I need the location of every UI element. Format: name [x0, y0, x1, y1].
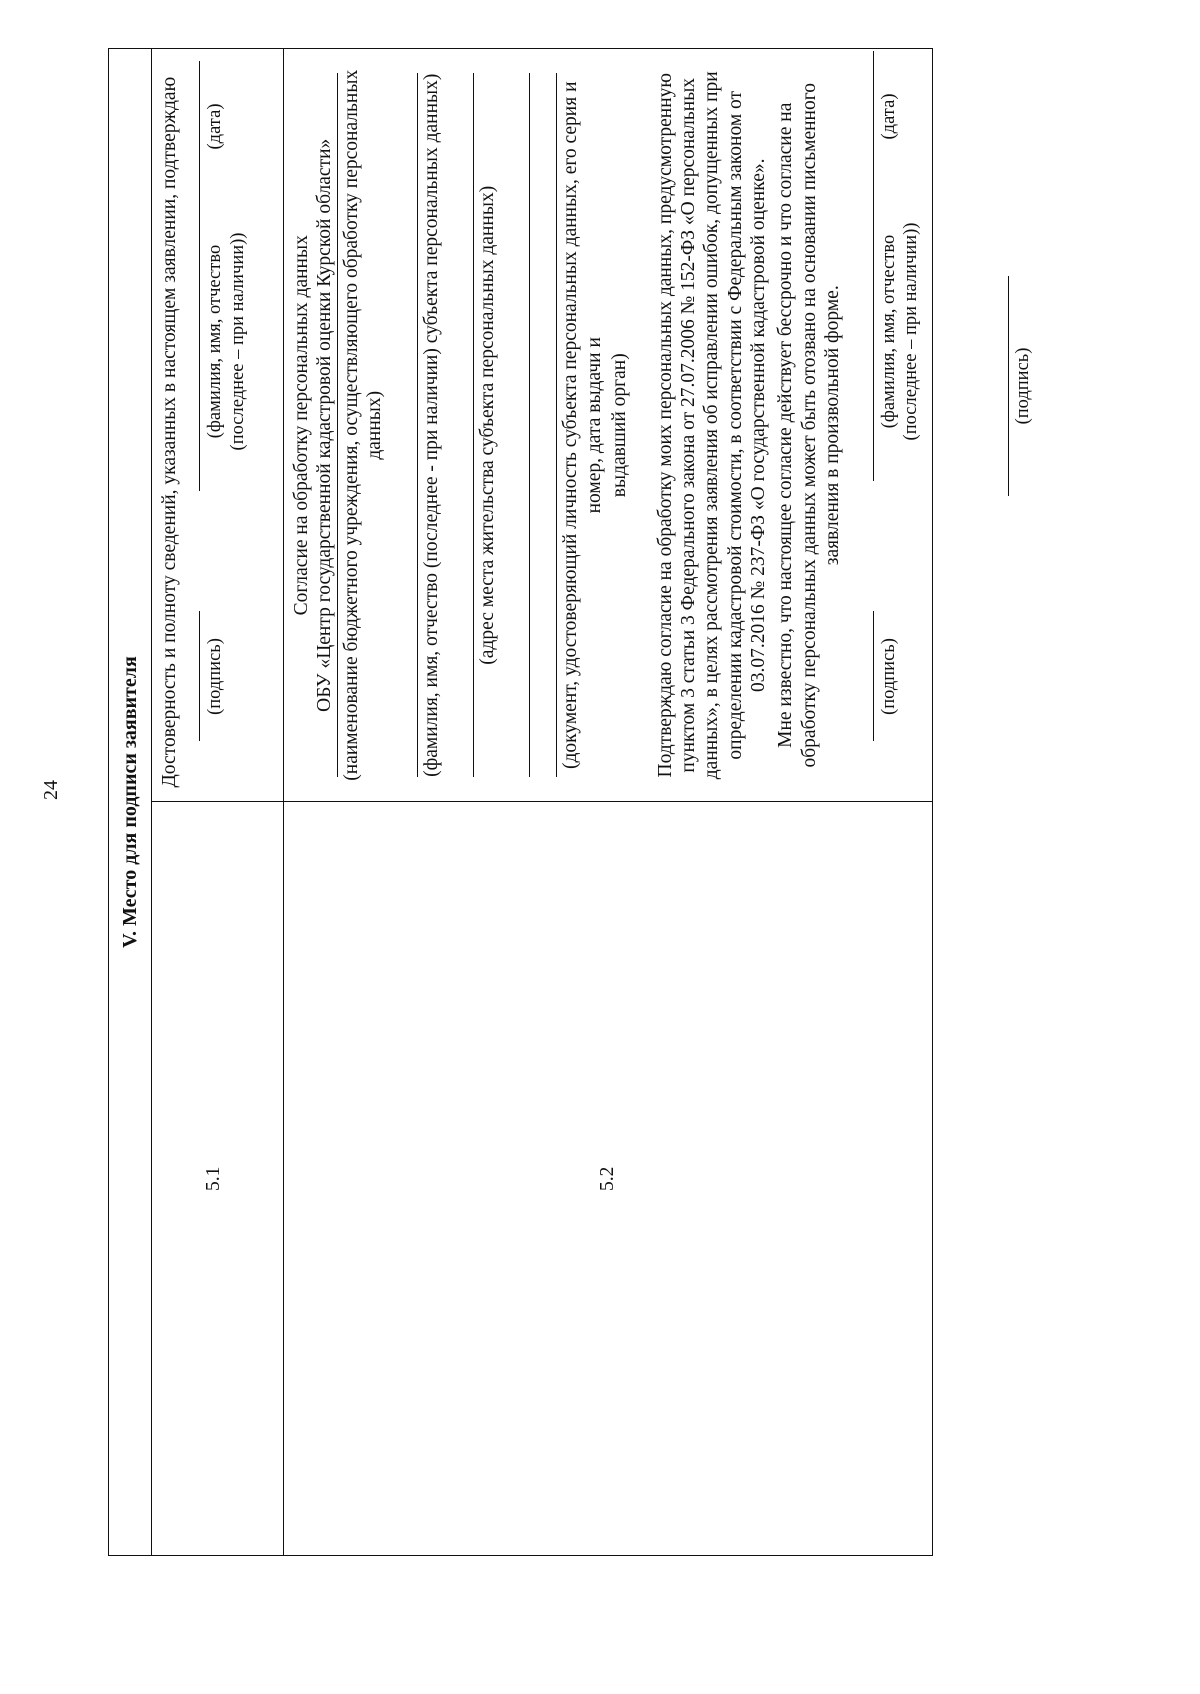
consent-paragraph: Подтверждаю согласие на обработку моих персональных данных, предусмотренную пунктом 3 статьи 3 Федерального закона от 27.07.2006 № 152-ФЗ «О персональных данных», в целях рассмотрения заявления об исправлении ошибок, допущенных при определении кадастровой стоимости, в соответствии с Федеральным законом от 03.07.2016 № 237-ФЗ «О государственной кадастровой оценке». [654, 71, 770, 780]
organization-caption: (наименование бюджетного учреждения, осуществляющего обработку персональных данных) [340, 69, 386, 781]
bottom-signature-field[interactable] [1008, 276, 1034, 496]
organization-name: ОБУ «Центр государственной кадастровой оценки Курской области» [314, 138, 336, 712]
row-number-5-1: 5.1 [152, 802, 284, 1556]
consent-full-name-field[interactable] [873, 182, 922, 482]
consent-signature-caption: (подпись) [878, 638, 899, 715]
consent-date-caption: (дата) [878, 93, 899, 140]
date-caption: (дата) [205, 103, 226, 150]
full-name-caption-2: (последнее – при наличии)) [227, 232, 248, 451]
date-field[interactable] [199, 62, 226, 192]
document-field-2[interactable] [556, 73, 557, 778]
row-5-1 [152, 49, 284, 803]
full-name-caption-1: (фамилия, имя, отчество [205, 244, 226, 439]
row-5-2 [284, 49, 933, 803]
address-field[interactable] [473, 73, 474, 778]
revocation-paragraph: Мне известно, что настоящее согласие действует бессрочно и что согласие на обработку персональных данных может быть отозвано на основании письменного заявления в произвольной форме. [775, 83, 844, 768]
consent-full-name-caption-1: (фамилия, имя, отчество [878, 234, 899, 429]
consent-signature-field[interactable] [873, 612, 900, 742]
row-number-5-2: 5.2 [284, 802, 933, 1556]
document-caption-1: (документ, удостоверяющий личность субъекта персональных данных, его серия и номер, дата выдачи и [560, 81, 605, 770]
signature-caption: (подпись) [205, 638, 226, 715]
bottom-signature-caption: (подпись) [1013, 347, 1033, 425]
consent-date-field[interactable] [873, 52, 900, 182]
subject-name-caption: (фамилия, имя, отчество (последнее - при наличии) субъекта персональных данных) [420, 73, 442, 777]
section-title: V. Место для подписи заявителя [109, 49, 152, 1556]
page-number: 24 [40, 780, 62, 800]
consent-title: Согласие на обработку персональных данных [291, 235, 312, 616]
document-field-1[interactable] [529, 73, 530, 778]
accuracy-statement: Достоверность и полноту сведений, указанных в настоящем заявлении, подтверждаю [159, 76, 180, 788]
document-caption-2: выдавший орган) [609, 353, 631, 498]
applicant-signature-table [108, 48, 933, 1556]
signature-field[interactable] [199, 612, 226, 742]
full-name-field[interactable] [199, 192, 248, 492]
consent-full-name-caption-2: (последнее – при наличии)) [900, 222, 921, 441]
address-caption: (адрес места жительства субъекта персональных данных) [476, 185, 498, 665]
subject-name-field[interactable] [417, 73, 418, 778]
rotated-page [108, 48, 1033, 1556]
organization-line [337, 73, 338, 778]
